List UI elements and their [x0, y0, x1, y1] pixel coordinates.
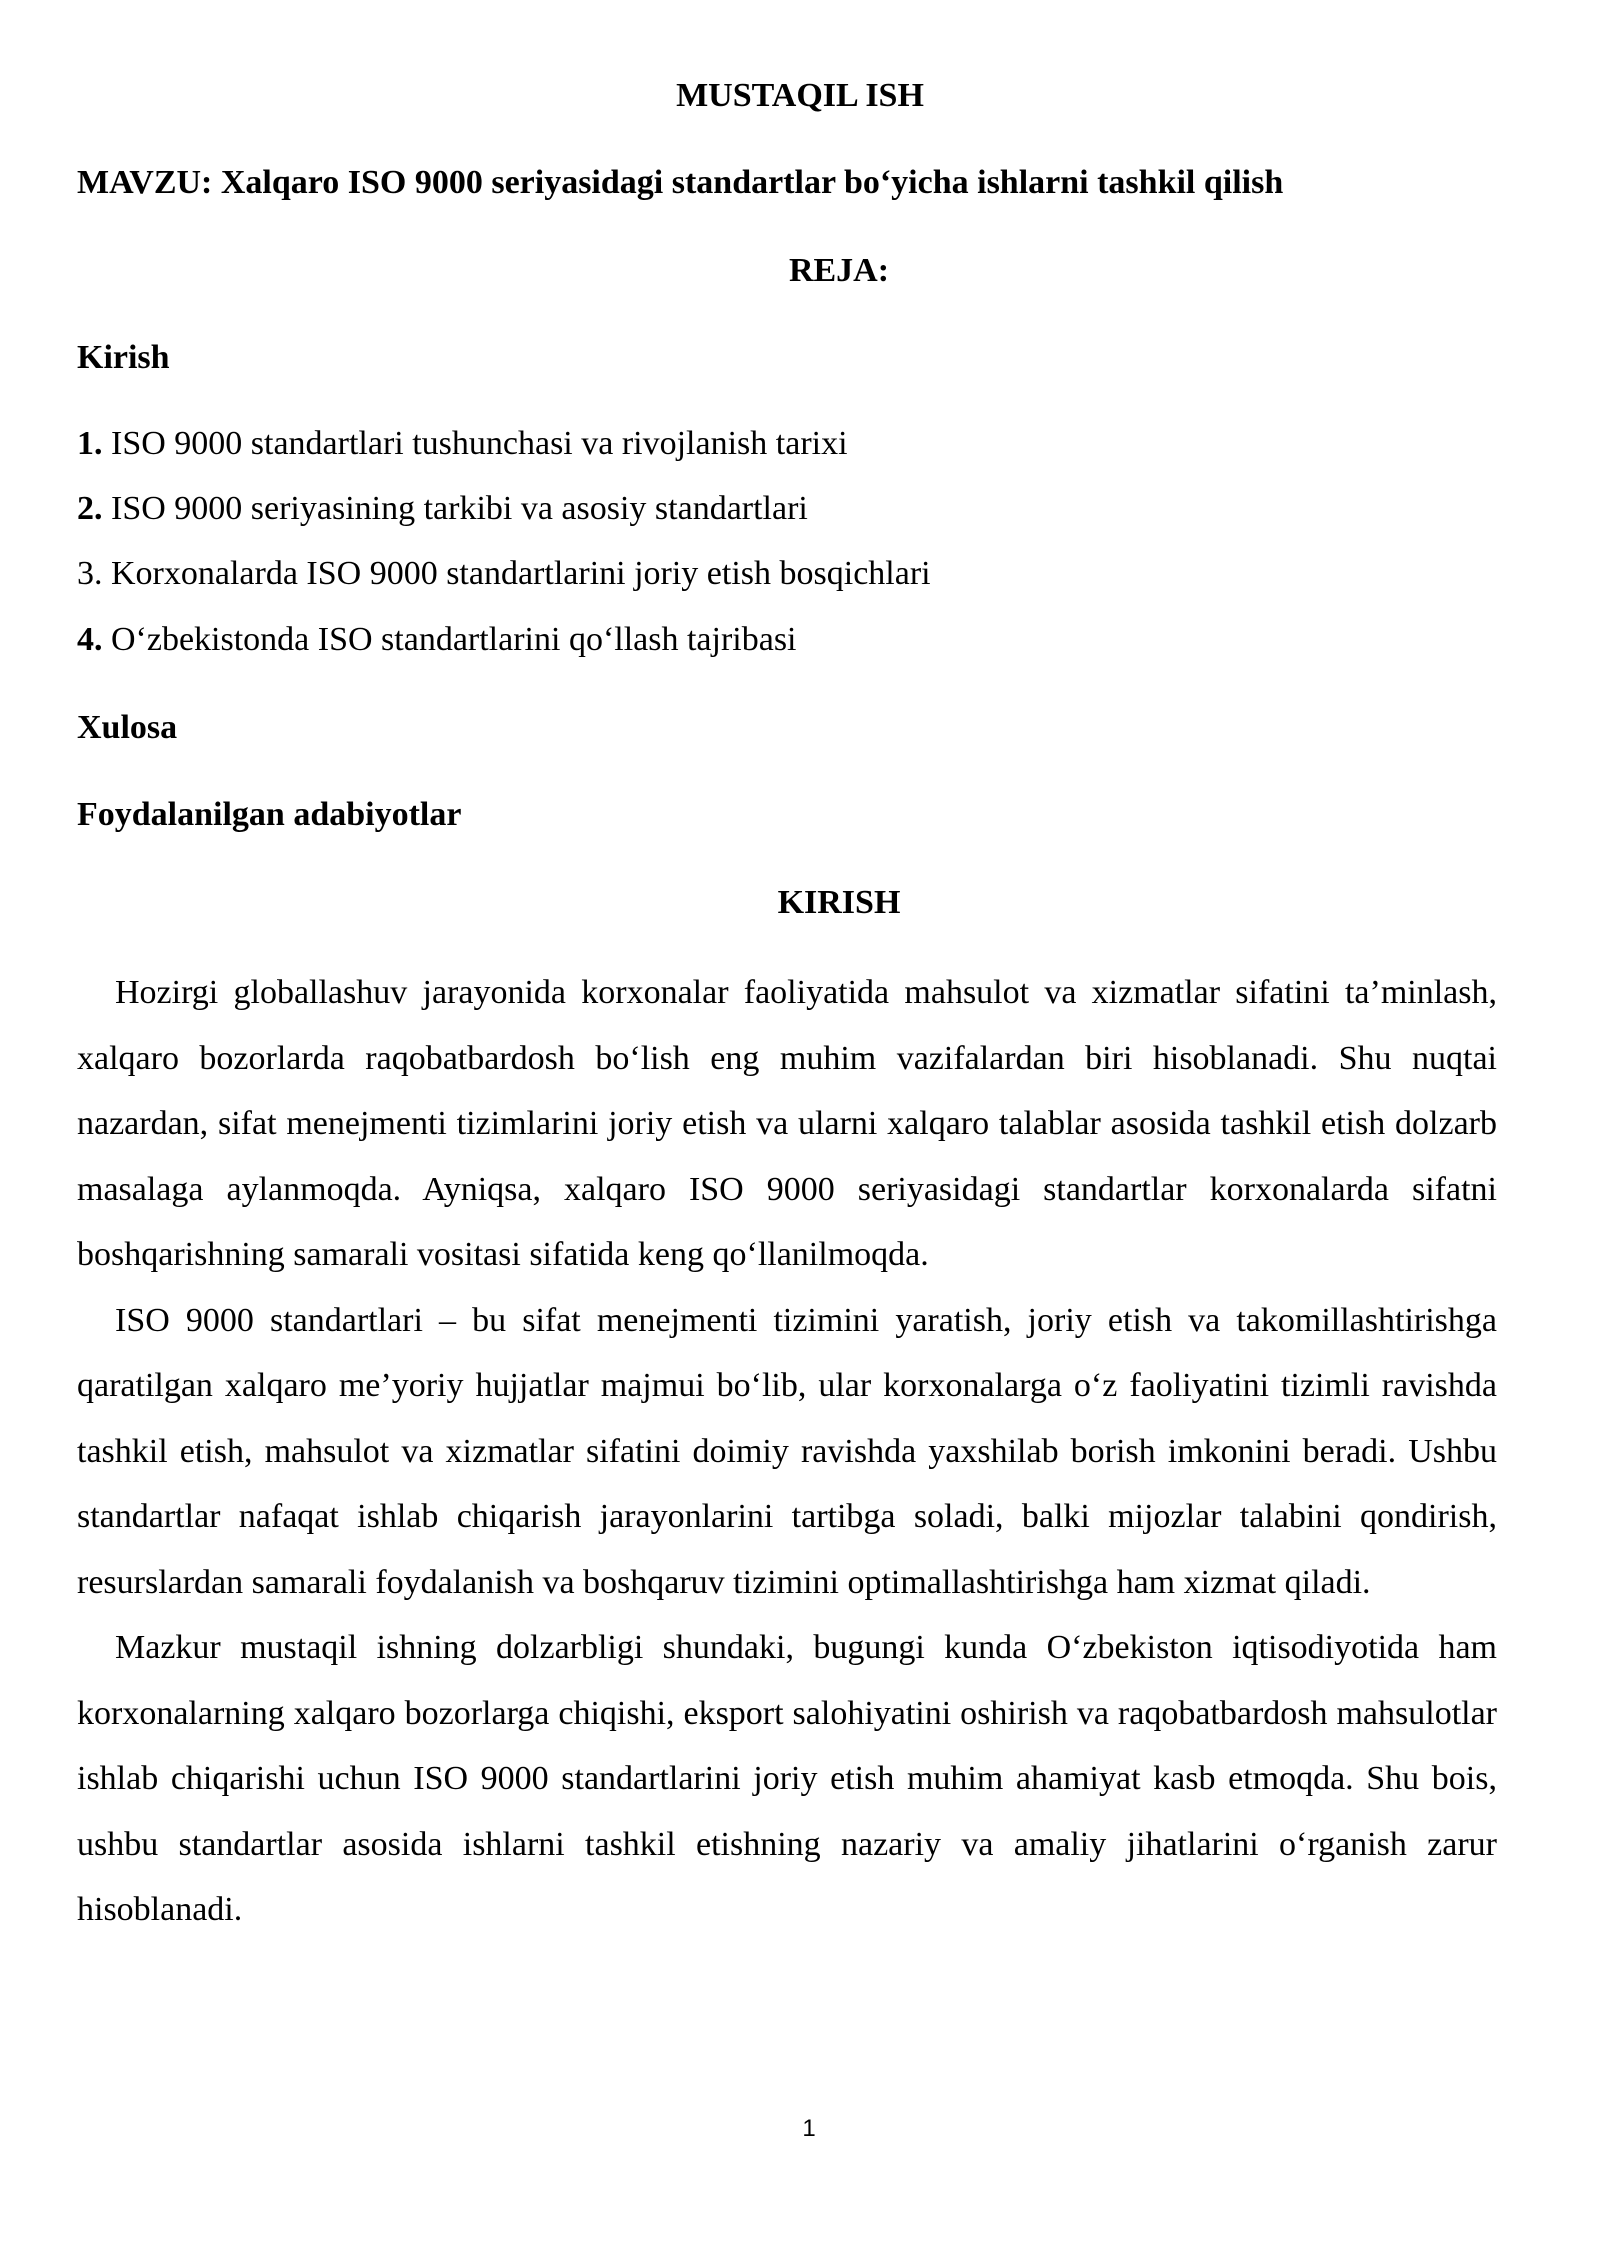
plan-item — [77, 425, 848, 463]
plan-item-text: O‘zbekistonda ISO standartlarini qo‘llash tajribasi — [102, 621, 797, 658]
paragraph: Hozirgi globallashuv jarayonida korxonalar faoliyatida mahsulot va xizmatlar sifatini ta’minlash, xalqaro bozorlarda raqobatbardosh bo‘lish eng muhim vazifalardan biri hisoblanadi. Shu nuqtai nazardan, sifat menejmenti tizimlarini joriy etish va ularni xalqaro talablar asosida tashkil etish dolzarb masalaga aylanmoqda. Ayniqsa, xalqaro ISO 9000 seriyasidagi standartlar korxonalarda sifatni boshqarishning samarali vositasi sifatida keng qo‘llanilmoqda. — [77, 974, 1497, 1273]
topic-heading: MAVZU: Xalqaro ISO 9000 seriyasidagi standartlar bo‘yicha ishlarni tashkil qilish — [77, 164, 1284, 201]
plan-item-number: 1. — [77, 425, 103, 462]
plan-item — [77, 621, 797, 659]
plan-conclusion: Xulosa — [77, 709, 178, 746]
plan-item-text: ISO 9000 seriyasining tarkibi va asosiy standartlari — [102, 490, 808, 527]
plan-item-text: 3. Korxonalarda ISO 9000 standartlarini joriy etish bosqichlari — [77, 555, 931, 592]
plan-item-text: ISO 9000 standartlari tushunchasi va rivojlanish tarixi — [102, 425, 848, 462]
page-number: 1 — [802, 2115, 816, 2142]
plan-heading: REJA: — [788, 252, 890, 289]
plan-item-number: 4. — [77, 621, 103, 658]
plan-item — [77, 555, 931, 593]
section-heading: KIRISH — [777, 884, 901, 921]
body-text — [77, 960, 1497, 1943]
document-title: MUSTAQIL ISH — [676, 77, 924, 114]
plan-intro: Kirish — [77, 339, 170, 376]
paragraph: ISO 9000 standartlari – bu sifat menejmenti tizimini yaratish, joriy etish va takomillashtirishga qaratilgan xalqaro me’yoriy hujjatlar majmui bo‘lib, ular korxonalarga o‘z faoliyatini tizimli ravishda tashkil etish, mahsulot va xizmatlar sifatini doimiy ravishda yaxshilab borish imkonini beradi. Ushbu standartlar nafaqat ishlab chiqarish jarayonlarini tartibga soladi, balki mijozlar talabini qondirish, resurslardan samarali foydalanish va boshqaruv tizimini optimallashtirishga ham xizmat qiladi. — [77, 1301, 1497, 1601]
plan-references: Foydalanilgan adabiyotlar — [77, 796, 462, 833]
paragraph: Mazkur mustaqil ishning dolzarbligi shundaki, bugungi kunda O‘zbekiston iqtisodiyotida ham korxonalarning xalqaro bozorlarga chiqishi, eksport salohiyatini oshirish va raqobatbardosh mahsulotlar ishlab chiqarishi uchun ISO 9000 standartlarini joriy etish muhim ahamiyat kasb etmoqda. Shu bois, ushbu standartlar asosida ishlarni tashkil etishning nazariy va amaliy jihatlarini o‘rganish zarur hisoblanadi. — [77, 1629, 1497, 1928]
plan-item — [77, 490, 808, 528]
plan-item-number: 2. — [77, 490, 103, 527]
